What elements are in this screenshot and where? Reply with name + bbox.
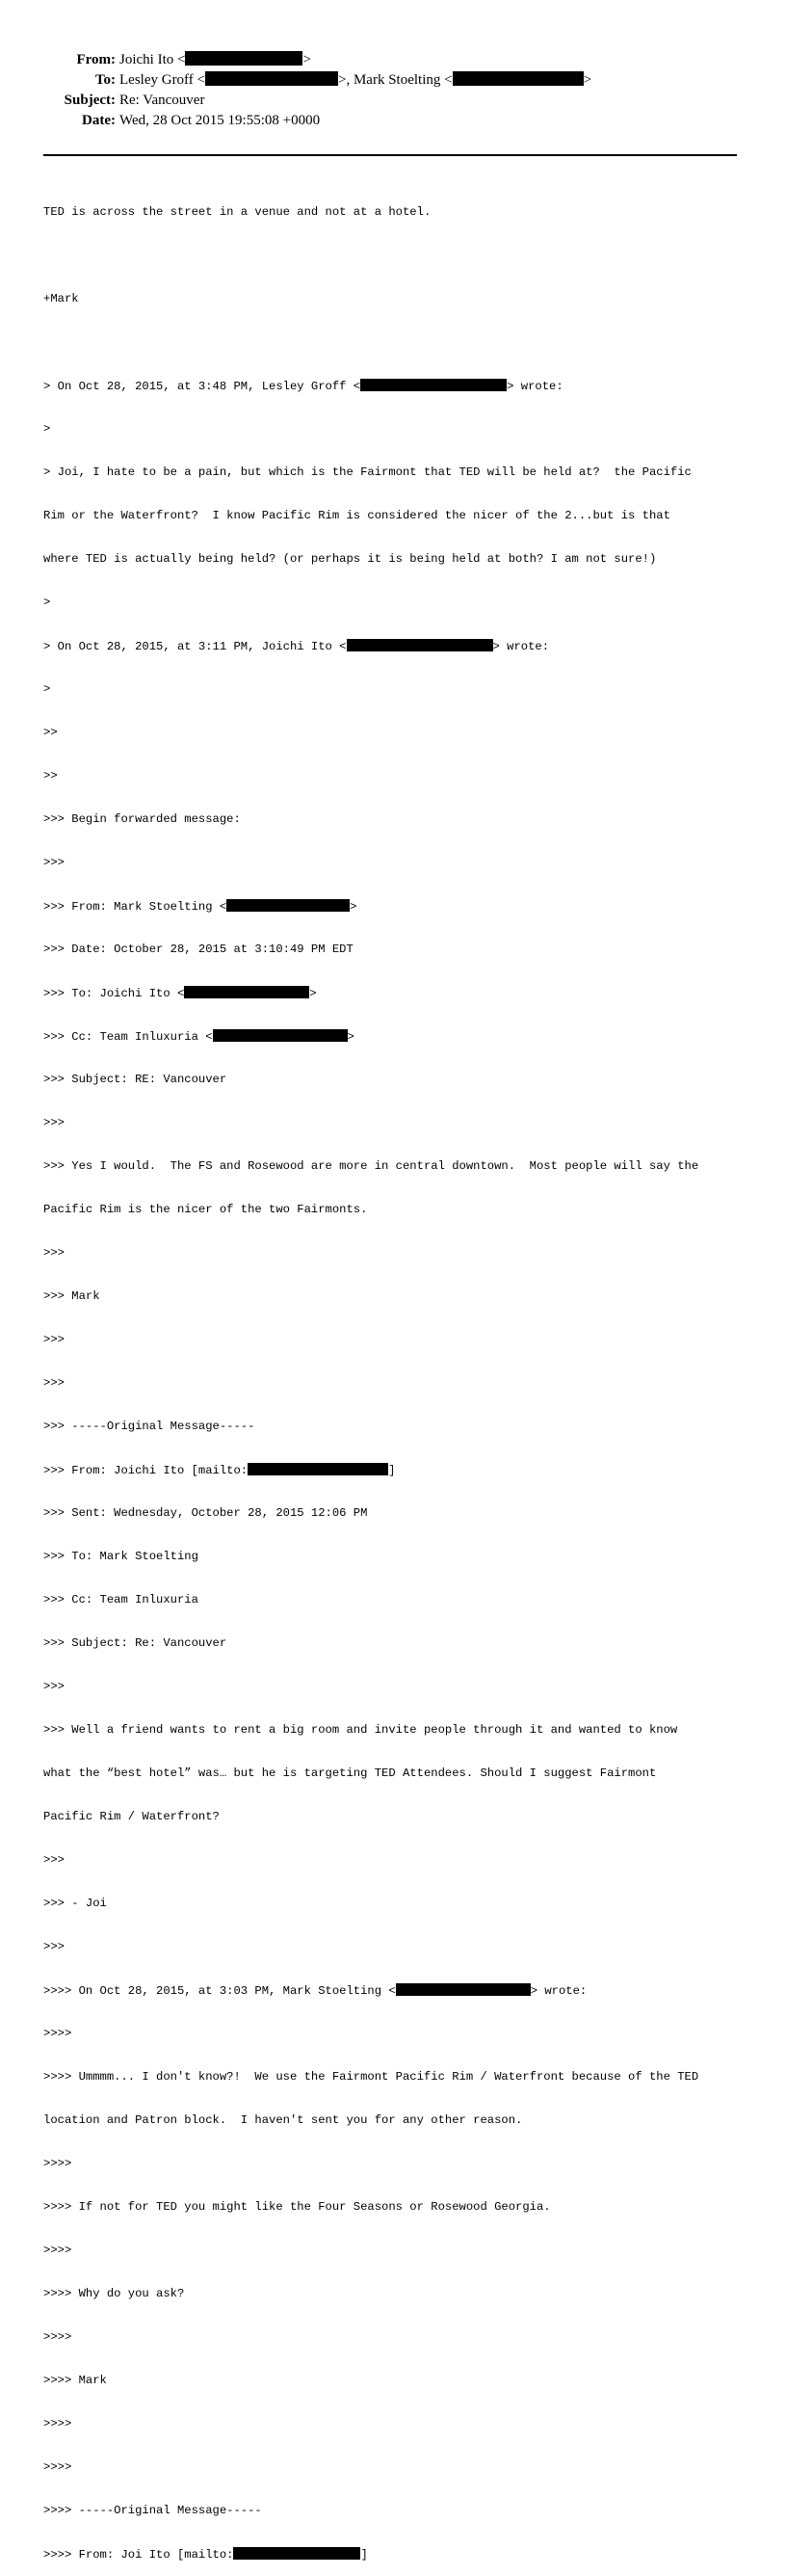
- quote-line: >: [43, 422, 51, 436]
- quote-line: [43, 379, 756, 393]
- from-close: >: [302, 52, 311, 67]
- line-text: > wrote:: [530, 1984, 588, 1998]
- subject-label: Subject:: [64, 93, 116, 108]
- blank-line: [43, 335, 756, 350]
- line-text: >>>> On Oct 28, 2015, at 3:03 PM, Mark Stoelting <: [43, 1984, 396, 1998]
- quote-line: >>> Cc: Team Inluxuria: [43, 1593, 198, 1607]
- quote-line: >>>>: [43, 2027, 72, 2040]
- quote-line: >>: [43, 769, 58, 783]
- quote-line: [43, 1463, 756, 1477]
- quote-line: >>>> Mark: [43, 2374, 107, 2387]
- header-date-row: [0, 111, 786, 131]
- line-text: >: [347, 1030, 354, 1044]
- quote-line: >>> Well a friend wants to rent a big room and invite people through it and wanted to know: [43, 1723, 678, 1737]
- header-to-row: [0, 70, 786, 91]
- email-body: [43, 176, 756, 2576]
- header-from-row: [0, 50, 786, 70]
- quote-line: >>: [43, 726, 58, 739]
- line-text: >>>> From: Joi Ito [mailto:: [43, 2548, 234, 2562]
- quote-line: >>>>: [43, 2460, 72, 2474]
- to-label: To:: [94, 72, 116, 88]
- from-name: Joichi Ito <: [119, 52, 186, 67]
- quote-line: >>> -----Original Message-----: [43, 1420, 255, 1433]
- quote-line: Pacific Rim is the nicer of the two Fairmonts.: [43, 1203, 368, 1216]
- redacted-email: [185, 51, 302, 66]
- quote-line: Pacific Rim / Waterfront?: [43, 1810, 220, 1823]
- to-separator: >, Mark Stoelting <: [338, 72, 453, 88]
- quote-line: >>> Subject: Re: Vancouver: [43, 1636, 227, 1650]
- quote-line: >>> Yes I would. The FS and Rosewood are more in central downtown. Most people will say the: [43, 1159, 699, 1173]
- quote-line: >>>>: [43, 2244, 72, 2257]
- quote-line: >>>: [43, 1333, 65, 1346]
- line-text: >>> From: Mark Stoelting <: [43, 900, 227, 914]
- line-text: ]: [388, 1464, 396, 1477]
- quote-line: >>>: [43, 1116, 65, 1129]
- quote-line: >>> - Joi: [43, 1897, 107, 1910]
- blank-line: [43, 249, 756, 263]
- redacted-email: [205, 71, 338, 86]
- quote-line: [43, 899, 756, 914]
- body-line: +Mark: [43, 292, 79, 305]
- redacted-email: [248, 1463, 388, 1475]
- redacted-email: [213, 1029, 348, 1042]
- line-text: > On Oct 28, 2015, at 3:11 PM, Joichi Ito <: [43, 640, 347, 653]
- line-text: >>> To: Joichi Ito <: [43, 987, 185, 1000]
- email-header: [0, 50, 786, 131]
- quote-line: >>>> Why do you ask?: [43, 2287, 185, 2300]
- line-text: >: [350, 900, 357, 914]
- quote-line: what the “best hotel” was… but he is targeting TED Attendees. Should I suggest Fairmont: [43, 1766, 657, 1780]
- quote-line: Rim or the Waterfront? I know Pacific Rim is considered the nicer of the 2...but is that: [43, 509, 670, 522]
- quote-line: >>> Date: October 28, 2015 at 3:10:49 PM EDT: [43, 943, 354, 956]
- quote-line: > Joi, I hate to be a pain, but which is the Fairmont that TED will be held at? the Pacific: [43, 465, 692, 479]
- quote-line: >>>> -----Original Message-----: [43, 2504, 262, 2517]
- line-text: >>> From: Joichi Ito [mailto:: [43, 1464, 249, 1477]
- quote-line: >: [43, 596, 51, 609]
- date-value: Wed, 28 Oct 2015 19:55:08 +0000: [119, 113, 321, 128]
- line-text: > On Oct 28, 2015, at 3:48 PM, Lesley Groff <: [43, 380, 361, 393]
- quote-line: >>> Mark: [43, 1289, 100, 1303]
- redacted-email: [347, 639, 493, 651]
- quote-line: >>>: [43, 856, 65, 869]
- quote-line: >>>> Ummmm... I don't know?! We use the Fairmont Pacific Rim / Waterfront because of the TED: [43, 2070, 699, 2084]
- subject-value: Re: Vancouver: [119, 93, 205, 108]
- quote-line: >: [43, 682, 51, 696]
- quote-line: >>> Begin forwarded message:: [43, 812, 241, 826]
- to-value: [119, 70, 591, 91]
- quote-line: [43, 1029, 756, 1044]
- redacted-email: [453, 71, 584, 86]
- date-label: Date:: [82, 113, 116, 128]
- redacted-email: [396, 1983, 531, 1996]
- quote-line: >>> Subject: RE: Vancouver: [43, 1073, 227, 1086]
- line-text: > wrote:: [492, 640, 550, 653]
- redacted-email: [184, 986, 309, 998]
- quote-line: >>>: [43, 1246, 65, 1260]
- line-text: >>> Cc: Team Inluxuria <: [43, 1030, 213, 1044]
- quote-line: >>>: [43, 1680, 65, 1693]
- quote-line: >>> Sent: Wednesday, October 28, 2015 12:06 PM: [43, 1506, 368, 1520]
- from-label: From:: [76, 52, 116, 67]
- line-text: >: [309, 987, 317, 1000]
- quote-line: where TED is actually being held? (or perhaps it is being held at both? I am not sure!): [43, 552, 657, 566]
- line-text: ]: [360, 2548, 368, 2562]
- quote-line: >>>>: [43, 2417, 72, 2430]
- quote-line: >>>> If not for TED you might like the Four Seasons or Rosewood Georgia.: [43, 2200, 551, 2214]
- quote-line: >>>>: [43, 2330, 72, 2344]
- redacted-email: [233, 2547, 360, 2560]
- quote-line: [43, 639, 756, 653]
- redacted-email: [226, 899, 350, 912]
- redacted-email: [360, 379, 507, 391]
- quote-line: >>>>: [43, 2157, 72, 2170]
- quote-line: [43, 1983, 756, 1998]
- quote-line: >>>: [43, 1853, 65, 1867]
- quote-line: [43, 2547, 756, 2562]
- header-subject-row: [0, 91, 786, 111]
- line-text: > wrote:: [507, 380, 563, 393]
- header-divider: [43, 154, 737, 156]
- quote-line: >>> To: Mark Stoelting: [43, 1550, 198, 1563]
- to-close: >: [583, 72, 592, 88]
- quote-line: location and Patron block. I haven't sent you for any other reason.: [43, 2113, 523, 2127]
- quote-line: >>>: [43, 1376, 65, 1390]
- body-line: TED is across the street in a venue and not at a hotel.: [43, 205, 432, 219]
- quote-line: [43, 986, 756, 1000]
- from-value: [119, 50, 311, 70]
- quote-line: >>>: [43, 1940, 65, 1953]
- to-name: Lesley Groff <: [119, 72, 205, 88]
